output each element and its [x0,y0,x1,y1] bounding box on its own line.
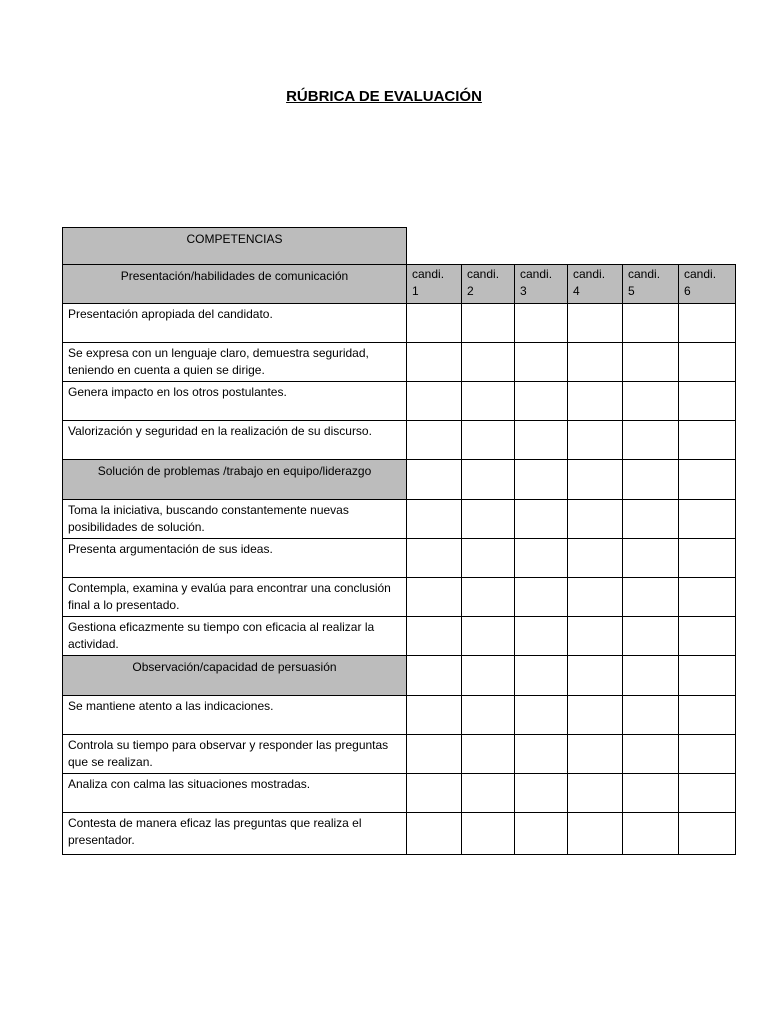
score-cell [679,656,736,696]
section-row [63,460,736,500]
score-cell[interactable] [407,343,462,382]
criterion-text: Controla su tiempo para observar y responder las preguntas que se realizan. [63,735,407,774]
score-cell[interactable] [462,500,515,539]
score-cell[interactable] [568,500,623,539]
section-heading: Solución de problemas /trabajo en equipo/liderazgo [63,460,407,500]
score-cell[interactable] [515,813,568,855]
criterion-text: Genera impacto en los otros postulantes. [63,382,407,421]
score-cell[interactable] [568,617,623,656]
score-cell[interactable] [515,500,568,539]
score-cell[interactable] [462,382,515,421]
score-cell[interactable] [407,774,462,813]
score-cell [407,656,462,696]
score-cell[interactable] [623,774,679,813]
score-cell[interactable] [407,735,462,774]
score-cell[interactable] [679,304,736,343]
criterion-row [63,343,736,382]
criterion-text: Presenta argumentación de sus ideas. [63,539,407,578]
score-cell[interactable] [515,774,568,813]
score-cell [568,656,623,696]
score-cell[interactable] [515,343,568,382]
score-cell[interactable] [407,500,462,539]
score-cell[interactable] [679,617,736,656]
score-cell[interactable] [679,343,736,382]
score-cell[interactable] [515,735,568,774]
criterion-row [63,774,736,813]
score-cell[interactable] [568,421,623,460]
score-cell[interactable] [568,813,623,855]
score-cell[interactable] [623,539,679,578]
score-cell [515,656,568,696]
section-heading: Presentación/habilidades de comunicación [63,265,407,304]
criterion-row [63,696,736,735]
score-cell[interactable] [515,578,568,617]
candidate-header: candi. 5 [623,265,679,304]
score-cell[interactable] [568,304,623,343]
page-title: RÚBRICA DE EVALUACIÓN [286,88,482,105]
section-row [63,656,736,696]
competencias-header-row [63,228,736,265]
score-cell[interactable] [515,617,568,656]
candidate-header: candi. 2 [462,265,515,304]
criterion-row [63,304,736,343]
score-cell[interactable] [407,421,462,460]
criterion-text: Gestiona eficazmente su tiempo con eficacia al realizar la actividad. [63,617,407,656]
score-cell[interactable] [407,813,462,855]
candidate-header: candi. 3 [515,265,568,304]
score-cell[interactable] [515,696,568,735]
score-cell[interactable] [462,696,515,735]
score-cell[interactable] [462,813,515,855]
criterion-row [63,578,736,617]
score-cell[interactable] [679,382,736,421]
score-cell [623,460,679,500]
criterion-row [63,421,736,460]
score-cell[interactable] [623,735,679,774]
score-cell[interactable] [407,696,462,735]
section-row [63,265,736,304]
score-cell[interactable] [568,382,623,421]
score-cell[interactable] [515,382,568,421]
score-cell [515,460,568,500]
score-cell [679,460,736,500]
candidate-header: candi. 4 [568,265,623,304]
criterion-row [63,813,736,855]
score-cell[interactable] [462,539,515,578]
section-heading: Observación/capacidad de persuasión [63,656,407,696]
score-cell[interactable] [462,617,515,656]
score-cell[interactable] [515,421,568,460]
score-cell [462,460,515,500]
score-cell[interactable] [679,774,736,813]
score-cell[interactable] [568,774,623,813]
score-cell[interactable] [407,382,462,421]
evaluation-rubric-table [62,227,736,855]
score-cell[interactable] [568,343,623,382]
score-cell[interactable] [407,578,462,617]
criterion-row [63,539,736,578]
score-cell [623,656,679,696]
score-cell[interactable] [679,735,736,774]
criterion-row [63,617,736,656]
criterion-row [63,500,736,539]
score-cell[interactable] [679,696,736,735]
criterion-text: Toma la iniciativa, buscando constantemente nuevas posibilidades de solución. [63,500,407,539]
header-spacer [407,228,736,265]
criterion-text: Contempla, examina y evalúa para encontrar una conclusión final a lo presentado. [63,578,407,617]
score-cell[interactable] [568,735,623,774]
score-cell [462,656,515,696]
score-cell[interactable] [462,421,515,460]
score-cell[interactable] [679,578,736,617]
score-cell[interactable] [407,617,462,656]
score-cell[interactable] [623,382,679,421]
score-cell[interactable] [462,735,515,774]
score-cell[interactable] [462,774,515,813]
criterion-text: Se mantiene atento a las indicaciones. [63,696,407,735]
score-cell[interactable] [623,421,679,460]
score-cell[interactable] [623,304,679,343]
score-cell[interactable] [462,578,515,617]
score-cell[interactable] [407,304,462,343]
score-cell[interactable] [679,421,736,460]
score-cell[interactable] [568,696,623,735]
competencias-header: COMPETENCIAS [63,228,407,265]
score-cell[interactable] [407,539,462,578]
criterion-text: Valorización y seguridad en la realización de su discurso. [63,421,407,460]
criterion-text: Contesta de manera eficaz las preguntas que realiza el presentador. [63,813,407,855]
criterion-text: Analiza con calma las situaciones mostradas. [63,774,407,813]
score-cell[interactable] [515,304,568,343]
score-cell [407,460,462,500]
criterion-row [63,382,736,421]
candidate-header: candi. 6 [679,265,736,304]
score-cell[interactable] [568,539,623,578]
score-cell[interactable] [679,500,736,539]
score-cell[interactable] [462,304,515,343]
score-cell[interactable] [623,578,679,617]
score-cell[interactable] [623,500,679,539]
score-cell[interactable] [623,343,679,382]
score-cell[interactable] [679,813,736,855]
score-cell[interactable] [462,343,515,382]
score-cell[interactable] [568,578,623,617]
score-cell[interactable] [515,539,568,578]
criterion-text: Presentación apropiada del candidato. [63,304,407,343]
score-cell [568,460,623,500]
score-cell[interactable] [679,539,736,578]
score-cell[interactable] [623,696,679,735]
score-cell[interactable] [623,813,679,855]
candidate-header: candi. 1 [407,265,462,304]
criterion-text: Se expresa con un lenguaje claro, demuestra seguridad, teniendo en cuenta a quien se dirige. [63,343,407,382]
criterion-row [63,735,736,774]
score-cell[interactable] [623,617,679,656]
